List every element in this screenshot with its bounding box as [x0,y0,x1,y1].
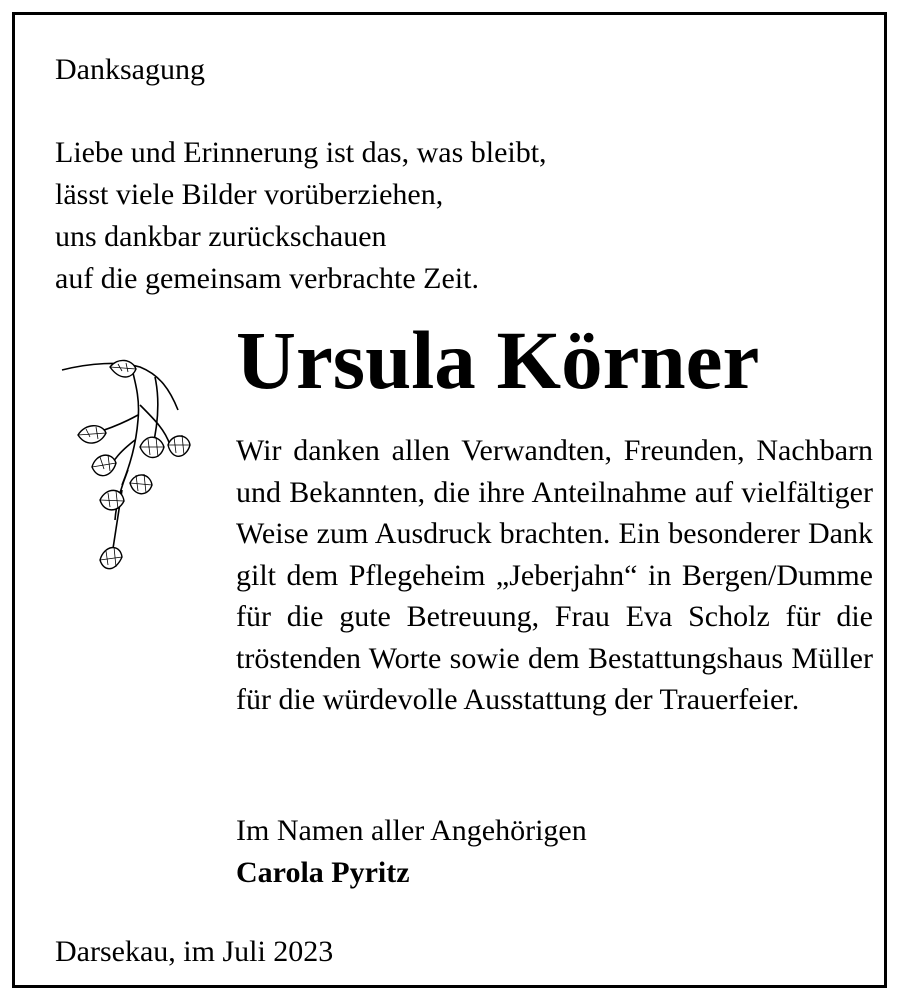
closing [236,810,587,894]
poem [55,132,547,300]
deceased-name: Ursula Körner [236,314,760,406]
closing-line: Im Namen aller Angehörigen [236,814,587,847]
poem-line: uns dankbar zurückschauen [55,220,387,253]
poem-line: lässt viele Bilder vorüberziehen, [55,178,444,211]
place-date: Darsekau, im Juli 2023 [55,935,334,968]
poem-line: Liebe und Erinnerung ist das, was bleibt, [55,136,547,169]
birch-branch-icon [60,355,205,580]
signature: Carola Pyritz [236,856,410,889]
notice-heading: Danksagung [55,53,205,86]
poem-line: auf die gemeinsam verbrachte Zeit. [55,262,479,295]
thanks-text: Wir danken allen Verwandten, Freunden, Nachbarn und Bekannten, die ihre Anteilnahme auf vielfältiger Weise zum Ausdruck brachten. Ein besonderer Dank gilt dem Pflegeheim „Jeberjahn“ in Bergen/Dumme für die gute Betreuung, Frau Eva Scholz für die tröstenden Worte sowie dem Bestattungshaus Müller für die würdevolle Ausstattung der Trauerfeier. [236,434,873,716]
obituary-frame [12,12,887,988]
